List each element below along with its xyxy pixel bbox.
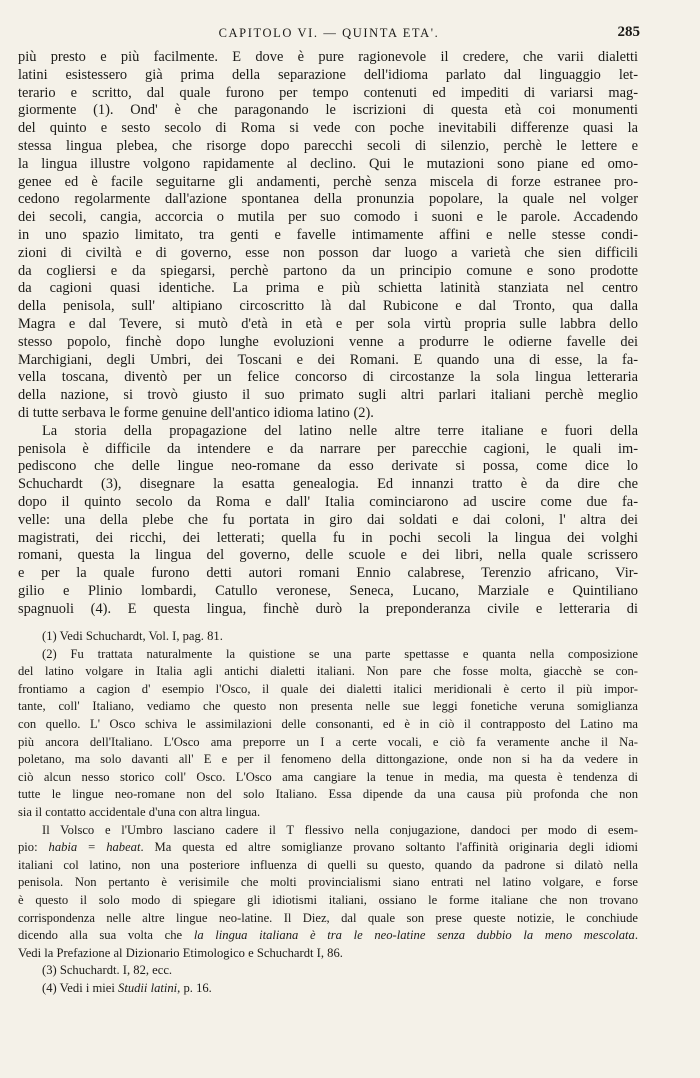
footnote-line: (3) Schuchardt. I, 82, ecc.: [42, 963, 173, 978]
text-line: della penisola, sull' altipiano circoscritto là dal Rubicone e dal Tronto, qua dalla: [18, 298, 638, 315]
text-line: più presto e più facilmente. E dove è pure ragionevole il credere, che varii dialetti: [18, 49, 638, 65]
footnote-line: tutte le lingue neo-romane non del solo Italiano. Essa dipende da una causa più profonda che non: [18, 787, 638, 802]
text-line: del quinto e sesto secolo di Roma si vede con poche inevitabili differenze quasi la: [18, 120, 638, 137]
text-line: da cagioni quasi identiche. La prima e più schietta latinità stanziata nel centro: [18, 280, 638, 297]
text-line: Marchigiani, degli Umbri, dei Toscani e dei Romani. E quando una di esse, la fa-: [18, 351, 638, 368]
footnote-line: tante, coll' Italiano, vediamo che questo non presenta nelle sue leggi fonetiche veruna somiglianza: [18, 699, 638, 714]
text-line: terario e scritto, dal quale furono per tempo contenuti ed impediti di variarsi mag-: [18, 84, 638, 101]
footnote-line: corrispondenza nelle altre lingue neo-latine. Il Diez, dal quale son prese queste notizie, le conchiude: [18, 910, 638, 925]
text-line: stessa lingua plebea, che risorge dopo parecchi secoli di silenzio, perchè le lettere e: [18, 137, 638, 154]
footnote-line: pio: habia = habeat. Ma questa ed altre somiglianze provano soltanto l'affinità originaria degli idiomi: [18, 840, 638, 855]
text-line: cedono regolarmente dall'azione spontanea della pronunzia popolare, la quale nel volger: [18, 191, 638, 208]
footnote-line: dicendo alla sua volta che la lingua italiana è tra le neo-latine senza dubbio la meno mescolata.: [18, 928, 639, 943]
text-line: zioni di civiltà e di governo, esse non posson dar luogo a varietà che sien difficili: [18, 244, 638, 261]
footnote-line: (4) Vedi i miei Studii latini, p. 16.: [42, 980, 212, 995]
text-line: romani, questa la lingua del governo, delle scuole e dei libri, nella quale scrissero: [18, 547, 638, 564]
footnote-line: è questo il solo modo di spiegare gli idiotismi italiani, ossiano le forme italiane che non trovano: [18, 892, 638, 907]
text-line: La storia della propagazione del latino nelle altre terre italiane e fuori della: [42, 422, 638, 439]
footnote-line: italiani col latino, non una posteriore influenza di quelli su questo, quando da padrone si dilatò nella: [18, 857, 638, 872]
text-line: giormente (1). Ond' è che paragonando le iscrizioni di questa età coi monumenti: [18, 102, 638, 119]
text-line: dopo il quinto secolo da Roma e dall' Italia cominciarono ad uscire come due fa-: [18, 493, 638, 510]
text-line: spagnuoli (4). E questa lingua, finchè durò la preponderanza civile e letteraria di: [18, 600, 638, 617]
footnote-line: poletano, ma solo davanti all' E e per il fenomeno della dittongazione, onde non si ha da vedere in: [18, 752, 638, 767]
text-line: velle: una della plebe che fu portata in giro dai soldati e dai coloni, l' altra dei: [18, 511, 638, 528]
text-line: di tutte serbava le forme genuine dell'antico idioma latino (2).: [18, 404, 374, 421]
text-line: Magra e dal Tevere, si mutò d'età in età e per sola virtù propria sulle labbra dello: [18, 315, 638, 332]
running-header: [18, 26, 640, 44]
footnote-line: penisola. Non pertanto è verisimile che molti provincialismi siano entrati nel latino volgare, e forse: [18, 875, 638, 890]
footnote-line: più ancora dell'Italiano. L'Osco ama preporre un I a certe vocali, e ciò fa veramente anche il Na-: [18, 734, 638, 749]
text-line: pediscono che delle lingue neo-romane da esso derivate si possa, come dice lo: [18, 458, 638, 475]
text-line: in uno spazio limitato, tra genti e favelle intimamente affini e nelle stesse condi-: [18, 226, 638, 243]
text-line: penisola è difficile da intendere e da narrare per parecchie cagioni, le quali im-: [18, 440, 638, 457]
page-number: 285: [617, 24, 640, 40]
text-line: Schuchardt (3), disegnare la esatta genealogia. Ed innanzi tratto è da dire che: [18, 476, 638, 493]
text-line: la lingua illustre volgono rapidamente al declino. Qui le mutazioni sono piane ed omo-: [18, 155, 638, 172]
text-line: genee ed è facile seguitarne gli andamenti, perchè senza miscela di forze estranee pro-: [18, 173, 638, 190]
text-line: da cogliersi e da spiegarsi, perchè partono da un principio comune e sono prodotte: [18, 262, 638, 279]
footnote-line: del latino volgare in Italia agli antichi dialetti italiani. Non pare che fosse molta, giacchè se con-: [18, 664, 638, 679]
text-line: gilio e Plinio lombardi, Catullo veronese, Seneca, Lucano, Marziale e Quintiliano: [18, 582, 638, 599]
text-line: latini esistessero già prima della separazione dell'idioma parlato dal linguaggio let-: [18, 66, 638, 83]
footnote-line: Il Volsco e l'Umbro lasciano cadere il T flessivo nella conjugazione, dandoci per modo di esem-: [42, 822, 638, 837]
footnotes: [18, 628, 638, 997]
footnote-line: sia il contatto accidentale d'una con altra lingua.: [18, 804, 261, 819]
text-line: vella toscana, diventò per un felice concorso di circostanze la sola lingua letteraria: [18, 369, 638, 386]
text-line: dei secoli, cangia, accorcia o mutila per suo comodo i suoni e le parole. Accadendo: [18, 209, 638, 226]
main-text: [18, 49, 638, 619]
footnote-line: (2) Fu trattata naturalmente la quistione se una parte spettasse e quanta nella composizione: [42, 646, 638, 661]
chapter-title: CAPITOLO VI. — QUINTA ETA'.: [218, 26, 440, 40]
text-line: magistrati, dei ricchi, dei letterati; quella fu in pochi secoli la lingua dei volghi: [18, 529, 638, 546]
text-line: e per la quale furono detti autori romani Ennio calabrese, Terenzio africano, Vir-: [18, 565, 638, 582]
text-line: della nazione, si trovò giusto il suo primato sugli altri parlari italiani perchè meglio: [18, 387, 638, 404]
footnote-line: ciò alcun nesso storico coll' Osco. L'Osco ama cangiare la tenue in media, ma questa è tendenza di: [18, 769, 638, 784]
footnote-line: frontiamo a cagion d' esempio l'Osco, il quale dei dialetti italici meridionali è certo il più impor-: [18, 681, 638, 696]
footnote-line: Vedi la Prefazione al Dizionario Etimologico e Schuchardt I, 86.: [18, 945, 343, 960]
footnote-line: (1) Vedi Schuchardt, Vol. I, pag. 81.: [42, 629, 223, 643]
footnote-line: con quello. L' Osco schiva le assimilazioni delle consonanti, ed è in ciò il contrapposto del Latino ma: [18, 716, 638, 731]
text-line: stesso popolo, finchè dopo lunghe evoluzioni venne a produrre le odierne favelle dei: [18, 333, 638, 350]
